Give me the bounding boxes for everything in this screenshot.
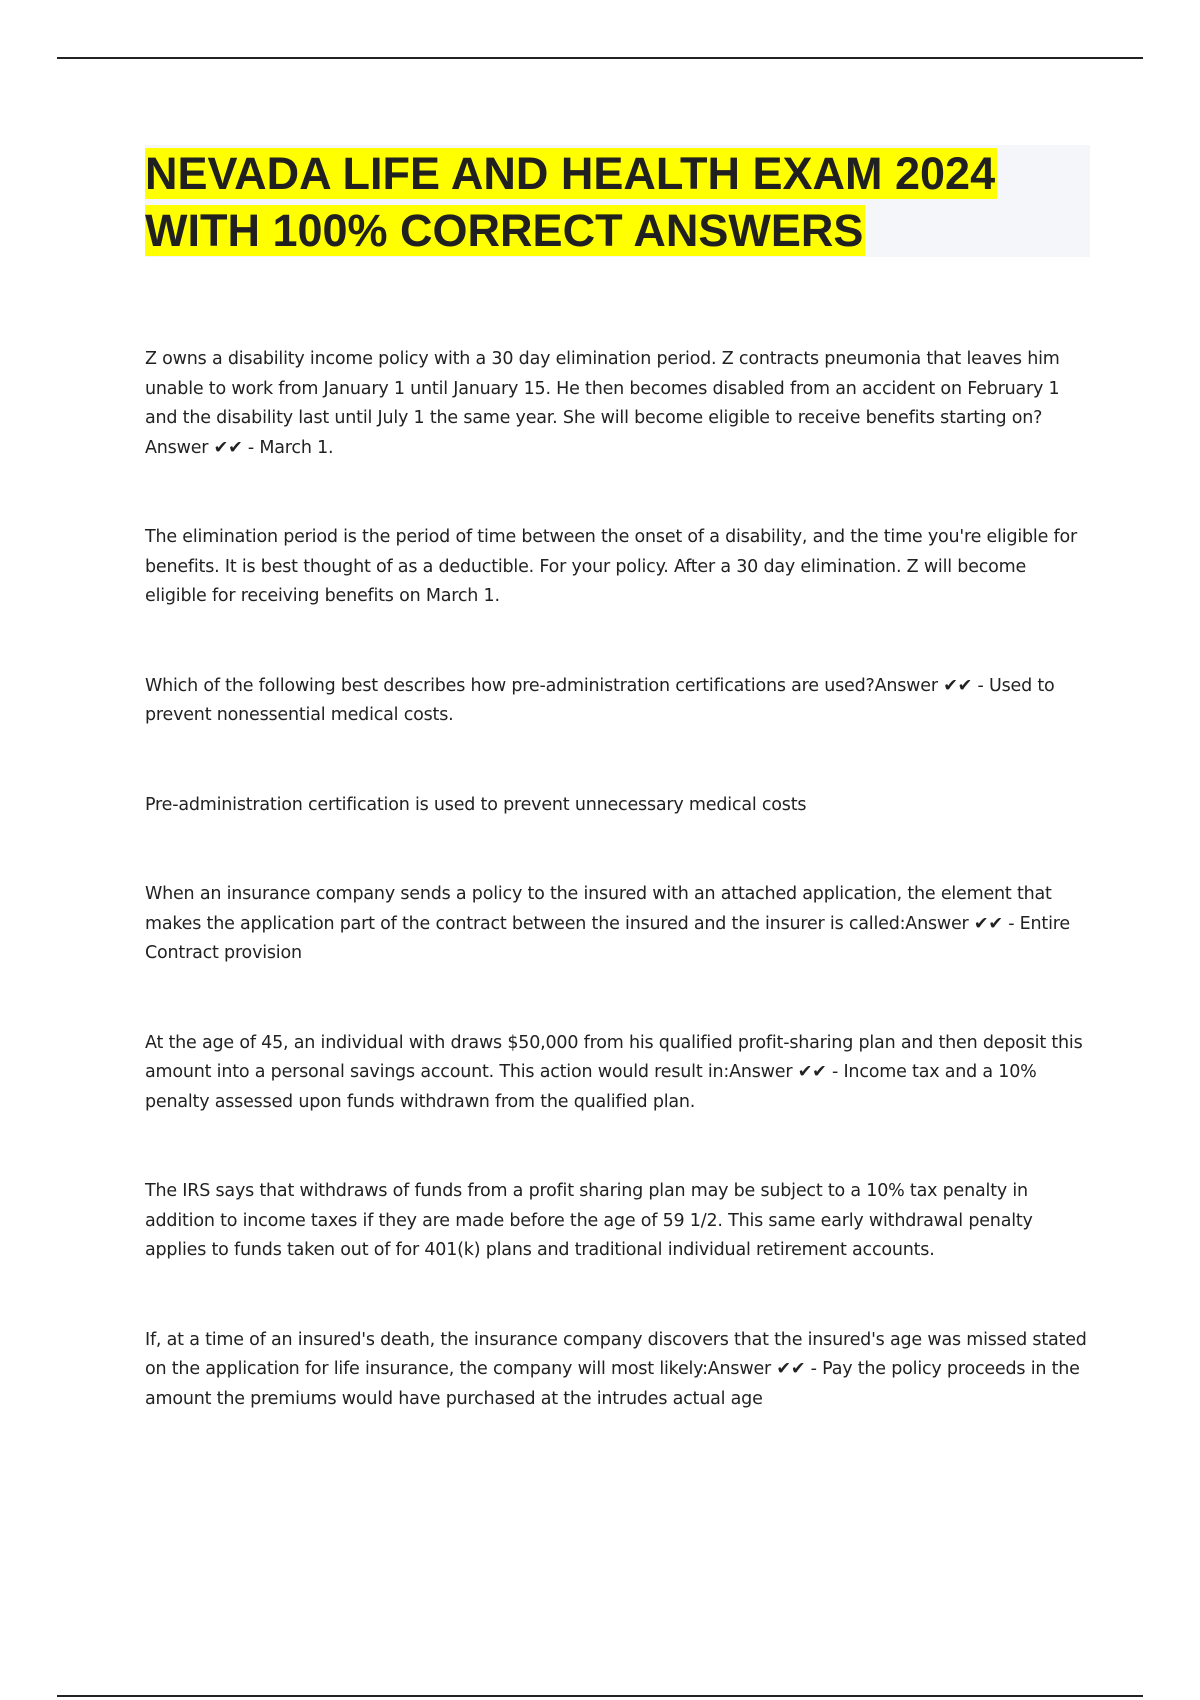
header-rule xyxy=(57,57,1143,59)
footer-rule xyxy=(57,1695,1143,1697)
paragraph: At the age of 45, an individual with draws $50,000 from his qualified profit-sharing plan and then deposit this amount into a personal savings account. This action would result in:Answer ✔✔ - Income tax and a 10% penalty assessed upon funds withdrawn from the qualified plan. xyxy=(145,1032,1083,1112)
title-highlight: NEVADA LIFE AND HEALTH EXAM 2024 WITH 100% CORRECT ANSWERS xyxy=(145,148,996,256)
document-title xyxy=(145,145,1090,259)
paragraph: If, at a time of an insured's death, the insurance company discovers that the insured's age was missed stated on the application for life insurance, the company will most likely:Answer ✔✔ - Pay the policy proceeds in the amount the premiums would have purchased at the intrudes actual age xyxy=(145,1329,1087,1409)
paragraph: The elimination period is the period of time between the onset of a disability, and the time you're eligible for benefits. It is best thought of as a deductible. For your policy. After a 30 day elimination. Z will become eligible for receiving benefits on March 1. xyxy=(145,527,1077,606)
paragraph: The IRS says that withdraws of funds from a profit sharing plan may be subject to a 10% tax penalty in addition to income taxes if they are made before the age of 59 1/2. This same early withdrawal penalty applies to funds taken out of for 401(k) plans and traditional individual retirement accounts. xyxy=(145,1181,1033,1260)
title-block xyxy=(145,145,1090,257)
paragraph: When an insurance company sends a policy to the insured with an attached application, the element that makes the application part of the contract between the insured and the insurer is called:Answer ✔✔ - Entire Contract provision xyxy=(145,884,1070,963)
paragraph: Pre-administration certification is used to prevent unnecessary medical costs xyxy=(145,794,807,815)
paragraph: Z owns a disability income policy with a 30 day elimination period. Z contracts pneumonia that leaves him unable to work from January 1 until January 15. He then becomes disabled from an accident on February 1 and the disability last until July 1 the same year. She will become eligible to receive benefits starting on?Answer ✔✔ - March 1. xyxy=(145,349,1060,458)
document-body xyxy=(145,345,1090,1474)
paragraph: Which of the following best describes how pre-administration certifications are used?Answer ✔✔ - Used to prevent nonessential medical costs. xyxy=(145,675,1055,725)
